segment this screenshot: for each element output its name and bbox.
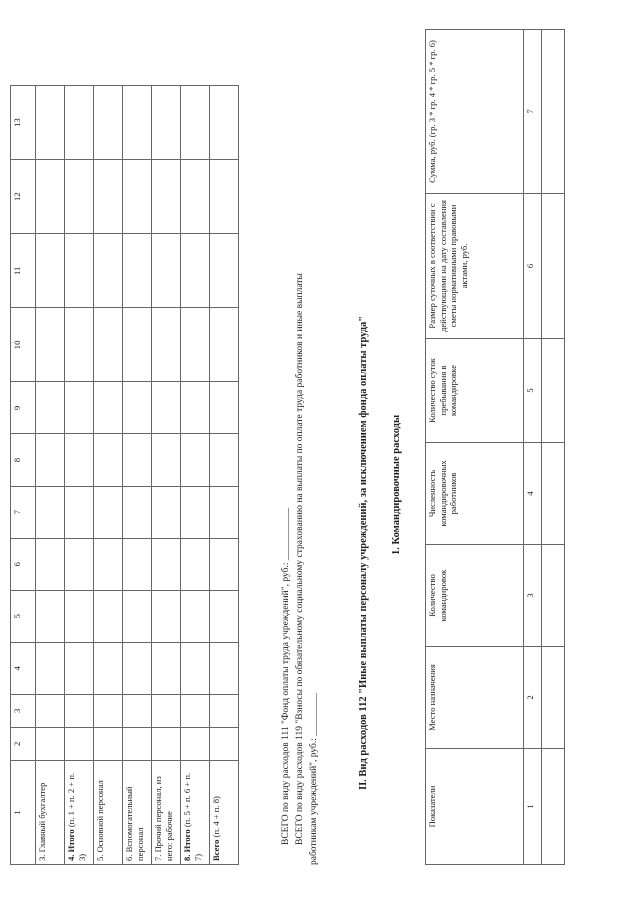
section2-title: II. Вид расходов 112 "Иные выплаты персоналу учреждений, за исключением фонда оплаты труда" [358, 315, 369, 790]
fot-row [181, 86, 210, 865]
fot-row-label: Всего (п. 4 + п. 8) [210, 760, 239, 864]
fot-row-label: 5. Основной персонал [94, 760, 123, 864]
fot-row [94, 86, 123, 865]
travel-empty-row [542, 30, 565, 865]
travel-number-cell: 7 [524, 30, 542, 194]
fot-table [10, 85, 239, 865]
travel-header-cell: Размер суточных в соответствии с действующими на дату составления сметы нормативными правовыми актами, руб. [426, 194, 524, 339]
travel-header-cell: Количество суток пребывания в командировке [426, 339, 524, 443]
fot-row [123, 86, 152, 865]
fot-row [65, 86, 94, 865]
fot-row [210, 86, 239, 865]
fot-header-cell: 12 [11, 160, 36, 234]
fot-header-cell: 5 [11, 590, 36, 642]
fot-row-label: 6. Вспомогательный персонал [123, 760, 152, 864]
fot-header-cell: 6 [11, 538, 36, 590]
fot-row-label: 8. Итого (п. 5 + п. 6 + п. 7) [181, 760, 210, 864]
travel-header-cell: Показатели [426, 749, 524, 865]
travel-number-cell: 5 [524, 339, 542, 443]
travel-header-cell: Количество командировок [426, 545, 524, 647]
fot-header-cell: 13 [11, 86, 36, 160]
travel-header-cell: Сумма, руб. (гр. 3 * гр. 4 * гр. 5 * гр. 6) [426, 30, 524, 194]
fot-header-cell: 3 [11, 694, 36, 727]
total-line-119-cont: работникам учреждений", руб.: _________ [309, 692, 319, 865]
fot-header-cell: 1 [11, 760, 36, 864]
fot-row-label: 3. Главный бухгалтер [36, 760, 65, 864]
fot-row-label: 7. Прочий персонал, из него: рабочие [152, 760, 181, 864]
fot-row-label: 4. Итого (п. 1 + п. 2 + п. 3) [65, 760, 94, 864]
total-line-119: ВСЕГО по виду расходов 119 "Взносы по обязательному социальному страхованию на выплаты по оплате труда работников и иные выплаты [295, 273, 305, 845]
total-line-111: ВСЕГО по виду расходов 111 "Фонд оплаты труда учреждений", руб.: ___________ [281, 507, 291, 845]
travel-header-cell: Численность командировочных работников [426, 443, 524, 545]
fot-row [36, 86, 65, 865]
travel-number-cell: 2 [524, 647, 542, 749]
fot-header-cell: 2 [11, 727, 36, 760]
travel-header-cell: Место назначения [426, 647, 524, 749]
fot-header-cell: 11 [11, 234, 36, 308]
fot-header-cell: 10 [11, 308, 36, 382]
fot-header-cell: 7 [11, 486, 36, 538]
travel-header-row [426, 30, 524, 865]
travel-number-cell: 6 [524, 194, 542, 339]
fot-header-row [11, 86, 36, 865]
travel-number-cell: 3 [524, 545, 542, 647]
subsection1-title: 1. Командировочные расходы [391, 414, 402, 555]
travel-table [425, 29, 565, 865]
travel-number-row [524, 30, 542, 865]
travel-number-cell: 4 [524, 443, 542, 545]
travel-number-cell: 1 [524, 749, 542, 865]
fot-row [152, 86, 181, 865]
fot-header-cell: 8 [11, 434, 36, 486]
fot-header-cell: 4 [11, 642, 36, 694]
fot-header-cell: 9 [11, 382, 36, 434]
